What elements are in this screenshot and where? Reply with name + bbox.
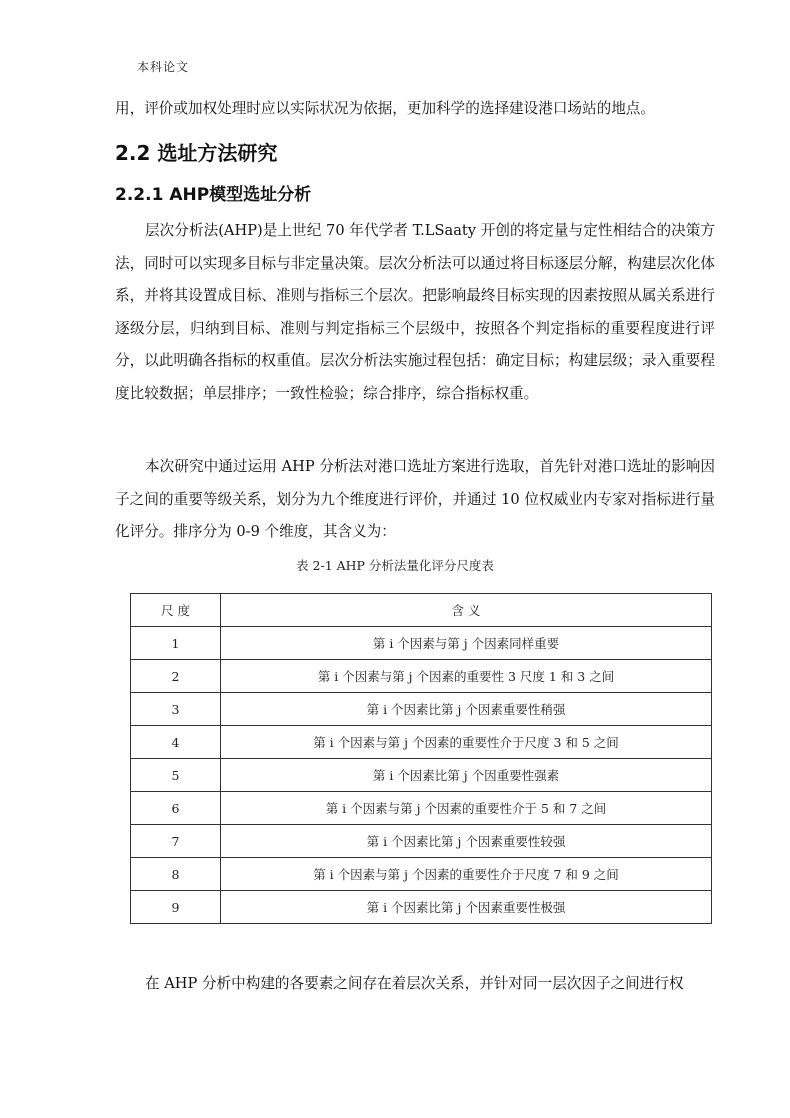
scale-cell: 5 [131,759,221,792]
header-scale: 尺 度 [131,594,221,627]
scale-cell: 1 [131,627,221,660]
running-header: 本科论文 [137,60,190,74]
meaning-cell: 第 i 个因素与第 j 个因素的重要性介于尺度 7 和 9 之间 [221,858,712,891]
table-header-row [131,594,712,627]
scale-cell: 3 [131,693,221,726]
meaning-cell: 第 i 个因素与第 j 个因素的重要性介于 5 和 7 之间 [221,792,712,825]
meaning-cell: 第 i 个因素与第 j 个因素的重要性介于尺度 3 和 5 之间 [221,726,712,759]
table-row [131,726,712,759]
meaning-cell: 第 i 个因素比第 j 个因素重要性稍强 [221,693,712,726]
paragraph-bottom: 在 AHP 分析中构建的各要素之间存在着层次关系，并针对同一层次因子之间进行权 [145,975,684,992]
table-row [131,759,712,792]
meaning-cell: 第 i 个因素比第 j 个因素重要性较强 [221,825,712,858]
scale-cell: 6 [131,792,221,825]
subsection-heading: 2.2.1 AHP模型选址分析 [115,185,312,205]
table-row [131,792,712,825]
meaning-cell: 第 i 个因素比第 j 个因素重要性极强 [221,891,712,924]
header-meaning: 含 义 [221,594,712,627]
scale-cell: 7 [131,825,221,858]
table-row [131,660,712,693]
scale-cell: 4 [131,726,221,759]
paragraph-study: 本次研究中通过运用 AHP 分析法对港口选址方案进行选取，首先针对港口选址的影响因子之间的重要等级关系，划分为九个维度进行评价，并通过 10 位权威业内专家对指标进行量化评分。排序分为 0-9 个维度，其含义为： [115,458,715,540]
scale-cell: 2 [131,660,221,693]
table-row [131,858,712,891]
scale-cell: 9 [131,891,221,924]
meaning-cell: 第 i 个因素与第 j 个因素的重要性 3 尺度 1 和 3 之间 [221,660,712,693]
table-caption: 表 2-1 AHP 分析法量化评分尺度表 [296,558,494,573]
paragraph-ahp-intro: 层次分析法(AHP)是上世纪 70 年代学者 T.LSaaty 开创的将定量与定性相结合的决策方法，同时可以实现多目标与非定量决策。层次分析法可以通过将目标逐层分解，构建层次化体系，并将其设置成目标、准则与指标三个层次。把影响最终目标实现的因素按照从属关系进行逐级分层，归纳到目标、准则与判定指标三个层级中，按照各个判定指标的重要程度进行评分，以此明确各指标的权重值。层次分析法实施过程包括：确定目标；构建层级；录入重要程度比较数据；单层排序；一致性检验；综合排序，综合指标权重。 [115,222,715,402]
table-row [131,891,712,924]
section-heading: 2.2 选址方法研究 [115,141,278,165]
table-row [131,693,712,726]
meaning-cell: 第 i 个因素与第 j 个因素同样重要 [221,627,712,660]
table-row [131,627,712,660]
scale-table [130,593,712,924]
meaning-cell: 第 i 个因素比第 j 个因重要性强素 [221,759,712,792]
table-row [131,825,712,858]
scale-cell: 8 [131,858,221,891]
paragraph-continued: 用，评价或加权处理时应以实际状况为依据，更加科学的选择建设港口场站的地点。 [115,100,655,117]
